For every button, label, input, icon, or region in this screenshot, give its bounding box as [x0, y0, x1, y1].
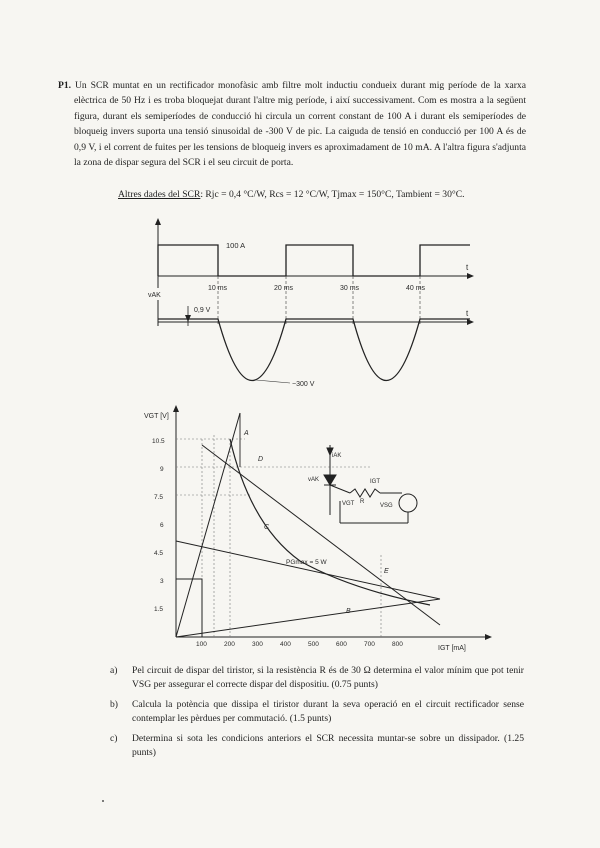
- vgt-axis-label: VGT [V]: [144, 413, 169, 420]
- vgt-axis-arrow-icon: [173, 405, 179, 412]
- min-trigger-region: [176, 579, 202, 637]
- problem-label: P1.: [58, 80, 72, 91]
- y-tick: 6: [160, 522, 164, 529]
- question-text: Pel circuit de dispar del tiristor, si la resistència R és de 30 Ω determina el valor mínim que pot tenir VSG per assegurar el correcte dispar del dispositiu. (0.75 punts): [132, 665, 524, 690]
- igt-axis-label: IGT [mA]: [438, 645, 466, 652]
- voltage-axis-label: vAK: [148, 292, 161, 299]
- reverse-peak-label: −300 V: [292, 381, 315, 388]
- other-scr-data: [118, 188, 538, 201]
- circuit-vsg-label: VSG: [380, 503, 393, 509]
- stray-mark: [102, 800, 104, 802]
- question-text: Calcula la potència que dissipa el tiristor durant la seva operació en el circuit rectificador sense contemplar les pèrdues per commutació. (1.5 punts): [132, 699, 524, 724]
- y-tick: 10.5: [152, 438, 165, 445]
- y-tick: 9: [160, 466, 164, 473]
- y-tick: 7.5: [154, 494, 164, 501]
- circuit-iak-label: iAK: [332, 453, 342, 459]
- x-tick: 600: [336, 641, 347, 648]
- forward-drop-label: 0,9 V: [194, 307, 211, 314]
- x-tick: 500: [308, 641, 319, 648]
- question-b: [110, 698, 524, 725]
- x-tick: 800: [392, 641, 403, 648]
- current-time-axis-label: t: [466, 263, 469, 272]
- question-text: Determina si sota les condicions anteriors el SCR necessita muntar-se sobre un dissipador. (1.25 punts): [132, 733, 524, 758]
- question-letter: a): [110, 665, 118, 676]
- curve-b: [176, 599, 440, 637]
- curve-label-a: A: [244, 430, 249, 437]
- circuit-vak-label: vAK: [308, 477, 320, 483]
- y-tick: 3: [160, 578, 164, 585]
- current-level-label: 100 A: [226, 241, 246, 250]
- x-tick: 400: [280, 641, 291, 648]
- question-letter: b): [110, 699, 118, 710]
- question-c: [110, 732, 524, 759]
- circuit-igt-label: IGT: [370, 479, 380, 485]
- current-waveform: [158, 245, 470, 276]
- circuit-vgt-label: VGT: [342, 501, 355, 507]
- resistor-symbol-icon: [350, 489, 380, 497]
- curve-label-b: B: [346, 608, 351, 615]
- curve-label-e: E: [384, 568, 389, 575]
- x-tick: 300: [252, 641, 263, 648]
- voltage-source-icon: [399, 494, 417, 512]
- current-x-arrow-icon: [467, 273, 474, 279]
- voltage-time-axis-label: t: [466, 309, 469, 318]
- x-tick: 700: [364, 641, 375, 648]
- load-line: [176, 541, 440, 599]
- igt-axis-arrow-icon: [485, 634, 492, 640]
- curve-a: [176, 413, 240, 637]
- question-a: [110, 664, 524, 691]
- grid: [176, 435, 381, 637]
- gate-characteristics-chart: [140, 405, 500, 650]
- y-tick: 1.5: [154, 606, 164, 613]
- question-letter: c): [110, 733, 118, 744]
- other-data-label: Altres dades del SCR: [118, 189, 201, 200]
- time-tick: 40 ms: [406, 285, 426, 292]
- load-line-2: [202, 445, 440, 625]
- other-data-values: : Rjc = 0,4 °C/W, Rcs = 12 °C/W, Tjmax = 150°C, Tambient = 30°C.: [200, 189, 465, 200]
- reverse-peak-leader: [256, 380, 290, 383]
- voltage-waveform: [158, 319, 470, 381]
- curve-label-c: C: [264, 524, 270, 531]
- questions-list: [110, 664, 524, 766]
- time-tick: 20 ms: [274, 285, 294, 292]
- circuit-r-label: R: [360, 499, 365, 505]
- problem-text: Un SCR muntat en un rectificador monofàsic amb filtre molt inductiu condueix durant mig període de la xarxa elèctrica de 50 Hz i es troba bloquejat durant l'altre mig període, i així successivament. Com es mostra a la següent figura, durant els semiperíodes de conducció hi circula un corrent constant de 100 A i durant els semiperíodes de bloqueig invers suporta una tensió sinusoidal de -300 V de pic. La caiguda de tensió en conducció per 100 A és de 0,9 V, i el corrent de fuites per les tensions de bloqueig invers es aproximadament de 10 mA. A l'altra figura s'adjunta la zona de dispar segura del SCR i el seu circuit de porta.: [74, 80, 526, 169]
- thyristor-symbol-icon: [324, 475, 336, 485]
- curve-label-d: D: [258, 456, 264, 463]
- current-y-arrow-icon: [155, 218, 161, 225]
- time-tick: 30 ms: [340, 285, 360, 292]
- problem-statement: [58, 78, 526, 170]
- x-tick: 200: [224, 641, 235, 648]
- power-curve-label: PGmax = 5 W: [286, 559, 327, 566]
- voltage-x-arrow-icon: [467, 319, 474, 325]
- y-tick: 4.5: [154, 550, 164, 557]
- time-tick: 10 ms: [208, 285, 228, 292]
- x-tick: 100: [196, 641, 207, 648]
- waveform-figure: [150, 218, 480, 398]
